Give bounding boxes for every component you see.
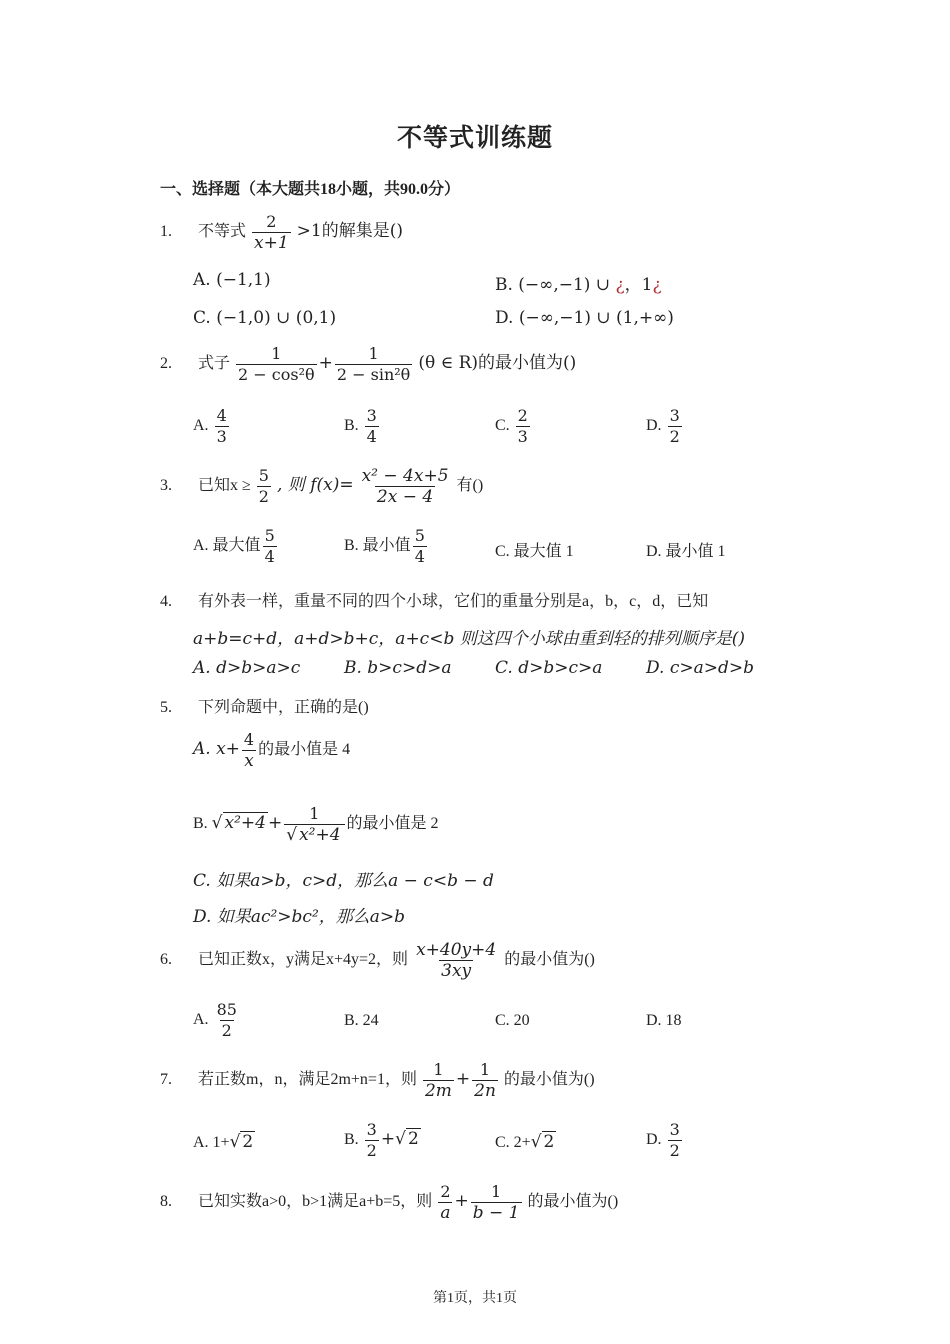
option-b[interactable]: B. b>c>d>a: [344, 658, 452, 678]
numerator: 3: [366, 406, 377, 425]
option-c[interactable]: C. 20: [495, 1012, 530, 1029]
question-text: a+b=c+d，a+d>b+c，a+c<b 则这四个小球由重到轻的排列顺序是(): [193, 629, 746, 649]
fraction: [472, 1060, 498, 1101]
numerator: 1: [433, 1060, 444, 1079]
denominator: 2: [258, 487, 269, 506]
question-6: [160, 940, 595, 981]
question-1: [160, 212, 403, 253]
fraction: [215, 1000, 239, 1041]
option-c[interactable]: [495, 1132, 556, 1152]
denominator: 4: [366, 427, 377, 446]
option-text: 的最小值是 2: [346, 815, 439, 833]
option-text: 的最小值是 4: [258, 741, 351, 759]
fraction: [215, 406, 229, 447]
option-text: B. (−∞,−1) ∪: [495, 275, 616, 295]
option-label: D.: [646, 1131, 662, 1149]
option-a[interactable]: [193, 526, 279, 567]
option-b[interactable]: [344, 1120, 421, 1161]
denominator: b − 1: [472, 1203, 520, 1223]
question-4: [160, 588, 708, 611]
denominator: 4: [264, 547, 275, 566]
numerator: 4: [243, 730, 255, 749]
fraction: [668, 1120, 682, 1161]
option-a[interactable]: A. (−1,1): [193, 270, 271, 290]
denominator: 2: [366, 1141, 377, 1160]
fraction: [438, 1182, 452, 1223]
numerator: 1: [271, 344, 282, 363]
option-a[interactable]: [193, 1000, 241, 1041]
numerator: 2: [440, 1182, 451, 1201]
fraction: [263, 526, 277, 567]
numerator: 3: [669, 406, 680, 425]
radicand: 2: [543, 1132, 555, 1152]
option-a[interactable]: [193, 406, 231, 447]
numerator: 2: [266, 212, 277, 231]
option-d[interactable]: D. 18: [646, 1012, 682, 1029]
question-text: 的最小值为(): [527, 1193, 619, 1211]
fraction: [365, 406, 379, 447]
question-text: (θ ∈ R)的最小值为(): [418, 353, 577, 374]
fraction: [423, 1060, 454, 1101]
sqrt-symbol: √: [229, 1132, 241, 1152]
radicand: x²+4: [299, 825, 341, 845]
option-c[interactable]: C. (−1,0) ∪ (0,1): [193, 308, 337, 328]
math-expression: , 则 f(x)=: [276, 475, 354, 496]
operator: +: [454, 1191, 469, 1212]
denominator: 3xy: [441, 961, 472, 981]
numerator: 5: [414, 526, 425, 545]
option-d[interactable]: D. 如果ac²>bc²，那么a>b: [193, 907, 406, 927]
fraction: [365, 1120, 379, 1161]
fraction: [471, 1182, 522, 1223]
option-b[interactable]: [495, 270, 662, 295]
option-label: A. 最大值: [193, 537, 261, 555]
question-number: 8.: [160, 1193, 172, 1211]
fraction: [360, 466, 451, 507]
radicand: 2: [407, 1129, 419, 1150]
question-number: 5.: [160, 699, 172, 716]
denominator: 2: [221, 1021, 232, 1040]
question-4-line-2: [193, 624, 745, 649]
garbled-glyph: ¿: [615, 275, 625, 295]
question-number: 7.: [160, 1071, 172, 1089]
numerator: 5: [264, 526, 275, 545]
option-b[interactable]: [344, 406, 381, 447]
question-text: 的最小值为(): [504, 951, 595, 969]
option-label: D.: [646, 417, 662, 435]
option-c[interactable]: [495, 406, 532, 447]
numerator: 3: [366, 1120, 377, 1139]
fraction: [242, 730, 256, 771]
section-heading: 一、选择题（本大题共18小题，共90.0分）: [160, 181, 461, 198]
question-text: 式子: [198, 355, 231, 373]
question-number: 3.: [160, 477, 172, 495]
question-number: 4.: [160, 593, 172, 610]
option-b[interactable]: B. 24: [344, 1012, 379, 1029]
option-text: A. 1+: [193, 1134, 230, 1151]
option-text: C. 2+: [495, 1134, 531, 1151]
question-text: 已知x ≥: [198, 477, 251, 495]
option-label: C.: [495, 417, 510, 435]
option-label: B.: [193, 815, 208, 833]
numerator: 2: [517, 406, 528, 425]
option-label: B.: [344, 417, 359, 435]
denominator: 2: [669, 427, 680, 446]
sqrt-symbol: √: [395, 1129, 406, 1150]
option-d[interactable]: D. 最小值 1: [646, 543, 726, 560]
question-text: 下列命题中，正确的是(): [198, 699, 369, 716]
fraction: [414, 940, 498, 981]
option-text: A. x+: [193, 739, 240, 760]
operator: +: [455, 1069, 471, 1090]
denominator: 2m: [424, 1081, 452, 1101]
denominator: 2 − sin²θ: [336, 365, 411, 384]
denominator: a: [440, 1203, 451, 1223]
radicand: x²+4: [224, 813, 266, 834]
denominator: 2x − 4: [376, 487, 434, 507]
sqrt-symbol: √: [211, 813, 223, 834]
option-label: B. 最小值: [344, 537, 411, 555]
fraction: [335, 344, 412, 385]
sqrt-symbol: √: [530, 1132, 542, 1152]
question-text: 不等式: [198, 223, 247, 241]
operator: +: [267, 813, 283, 834]
option-text: ，1: [624, 275, 653, 295]
garbled-glyph: ¿: [652, 275, 662, 295]
fraction: [668, 406, 682, 447]
question-number: 2.: [160, 355, 172, 373]
fraction: [252, 212, 291, 253]
denominator: 2: [669, 1141, 680, 1160]
numerator: 1: [479, 1060, 491, 1079]
numerator: x+40y+4: [416, 940, 497, 960]
option-b[interactable]: [193, 804, 439, 845]
denominator: 2n: [474, 1081, 496, 1101]
numerator: 3: [669, 1120, 680, 1139]
denominator: √ x²+4: [284, 824, 344, 845]
denominator: 3: [216, 427, 227, 446]
denominator: 3: [517, 427, 528, 446]
question-8: [160, 1182, 618, 1223]
option-label: B.: [344, 1131, 359, 1149]
question-3: [160, 466, 483, 507]
fraction: [257, 466, 271, 507]
option-label: A.: [193, 1011, 209, 1029]
option-a[interactable]: [193, 1132, 255, 1152]
numerator: x² − 4x+5: [361, 466, 449, 486]
numerator: 85: [216, 1000, 237, 1019]
question-5: [160, 694, 369, 717]
denominator: x: [244, 751, 254, 771]
numerator: 1: [491, 1182, 502, 1201]
question-text: 有外表一样，重量不同的四个小球，它们的重量分别是a，b，c，d，已知: [198, 593, 709, 610]
option-c[interactable]: C. d>b>c>a: [495, 658, 603, 678]
numerator: 4: [216, 406, 227, 425]
question-text: 若正数m，n，满足2m+n=1，则: [198, 1071, 417, 1089]
numerator: 1: [309, 804, 320, 823]
option-d[interactable]: D. (−∞,−1) ∪ (1,+∞): [495, 308, 674, 328]
fraction: [516, 406, 530, 447]
question-number: 6.: [160, 951, 172, 969]
question-text: 的最小值为(): [503, 1071, 595, 1089]
page-title: 不等式训练题: [396, 125, 553, 152]
question-text: 有(): [456, 477, 484, 495]
question-7: [160, 1060, 595, 1101]
option-d[interactable]: [646, 406, 684, 447]
option-b[interactable]: [344, 526, 429, 567]
option-a[interactable]: [193, 730, 350, 771]
radicand: 2: [242, 1132, 254, 1152]
question-text: >1的解集是(): [296, 221, 403, 242]
denominator: 4: [414, 547, 425, 566]
option-d[interactable]: D. c>a>d>b: [646, 658, 754, 678]
denominator: x+1: [254, 233, 289, 253]
question-text: 已知实数a>0，b>1满足a+b=5，则: [198, 1193, 433, 1211]
question-number: 1.: [160, 223, 172, 241]
question-text: 已知正数x，y满足x+4y=2，则: [198, 951, 409, 969]
question-2: [160, 344, 576, 385]
option-c[interactable]: C. 如果a>b，c>d，那么a − c<b − d: [193, 871, 494, 891]
fraction: [236, 344, 317, 385]
option-a[interactable]: A. d>b>a>c: [193, 658, 301, 678]
fraction: [284, 804, 344, 845]
page-footer: 第1页，共1页: [433, 1291, 517, 1306]
operator: +: [318, 353, 333, 374]
denominator: 2 − cos²θ: [238, 365, 315, 384]
fraction: [413, 526, 427, 567]
option-d[interactable]: [646, 1120, 684, 1161]
numerator: 5: [258, 466, 269, 485]
operator: +: [380, 1129, 396, 1150]
option-label: A.: [193, 417, 209, 435]
option-c[interactable]: C. 最大值 1: [495, 543, 574, 560]
numerator: 1: [368, 344, 379, 363]
